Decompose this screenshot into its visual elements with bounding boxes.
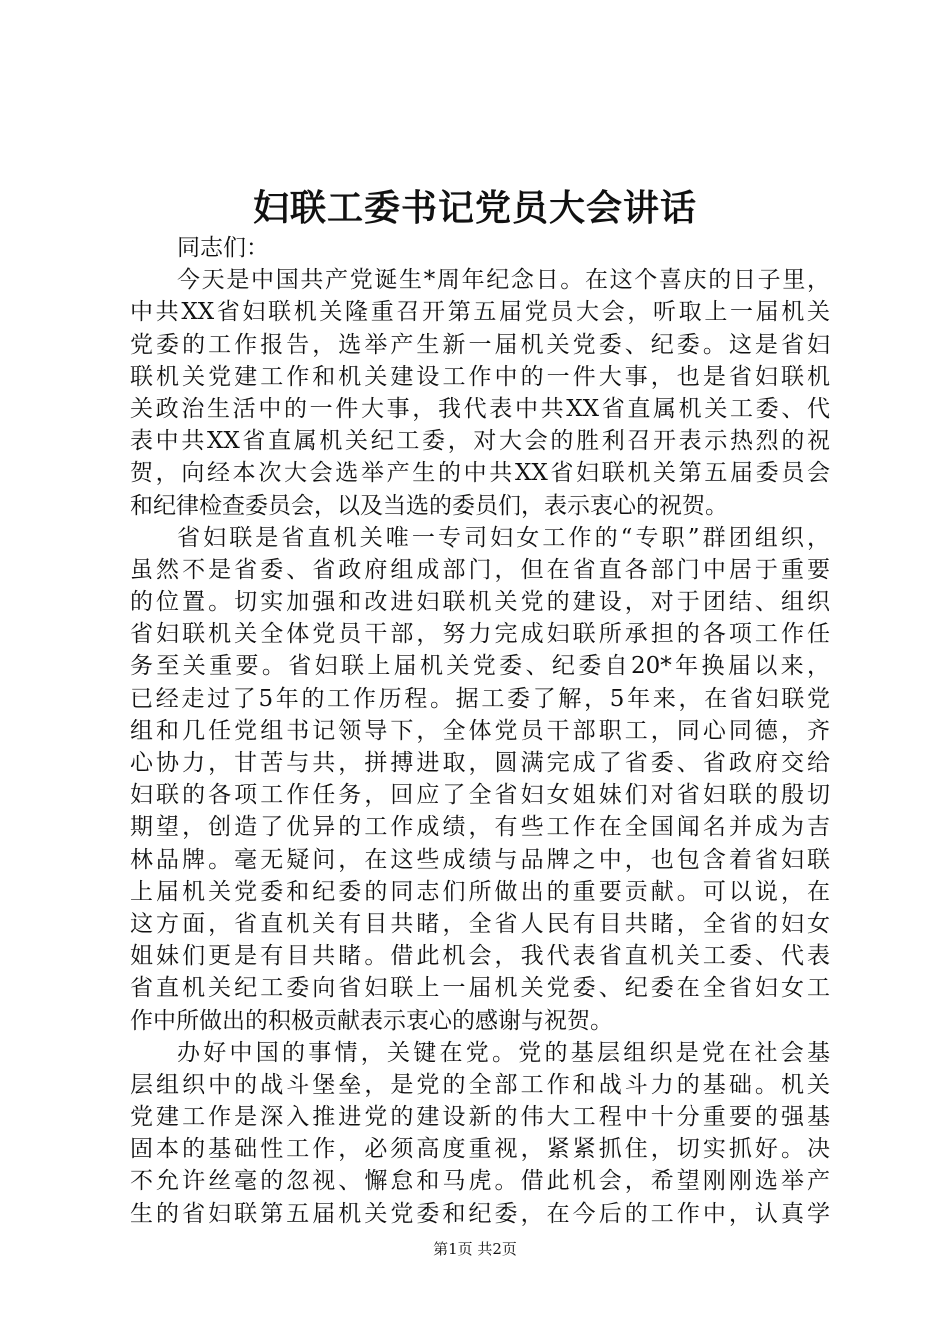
text-line: 党委的工作报告，选举产生新一届机关党委、纪委。这是省妇 (130, 331, 830, 358)
text-line: 组和几任党组书记领导下，全体党员干部职工，同心同德，齐 (130, 717, 830, 744)
text-line: 和纪律检查委员会，以及当选的委员们，表示衷心的祝贺。 (130, 492, 728, 519)
page-number-footer: 第1页 共2页 (433, 1240, 517, 1258)
text-line: 表中共XX省直属机关纪工委，对大会的胜利召开表示热烈的祝 (130, 428, 830, 455)
paragraph (130, 522, 830, 1037)
text-line: 层组织中的战斗堡垒，是党的全部工作和战斗力的基础。机关 (130, 1071, 830, 1098)
text-line: 固本的基础性工作，必须高度重视，紧紧抓住，切实抓好。决 (130, 1136, 830, 1163)
text-line: 中共XX省妇联机关隆重召开第五届党员大会，听取上一届机关 (130, 299, 830, 326)
text-line: 生的省妇联第五届机关党委和纪委，在今后的工作中，认真学 (130, 1200, 830, 1227)
text-line: 不允许丝毫的忽视、懈怠和马虎。借此机会，希望刚刚选举产 (130, 1168, 830, 1195)
text-line: 期望，创造了优异的工作成绩，有些工作在全国闻名并成为吉 (130, 814, 830, 841)
text-line: 的位置。切实加强和改进妇联机关党的建设，对于团结、组织 (130, 589, 830, 616)
text-line: 务至关重要。省妇联上届机关党委、纪委自20*年换届以来， (130, 653, 830, 680)
document-title: 妇联工委书记党员大会讲话 (252, 187, 697, 229)
text-line: 办好中国的事情，关键在党。党的基层组织是党在社会基 (177, 1039, 830, 1066)
text-line: 省妇联是省直机关唯一专司妇女工作的“专职”群团组织， (177, 524, 830, 551)
text-line: 联机关党建工作和机关建设工作中的一件大事，也是省妇联机 (130, 363, 830, 390)
text-line: 心协力，甘苦与共，拼搏进取，圆满完成了省委、省政府交给 (130, 750, 830, 776)
text-line: 姐妹们更是有目共睹。借此机会，我代表省直机关工委、代表 (130, 943, 830, 970)
text-line: 省直机关纪工委向省妇联上一届机关党委、纪委在全省妇女工 (130, 975, 830, 1002)
text-line: 今天是中国共产党诞生*周年纪念日。在这个喜庆的日子里， (177, 267, 830, 294)
text-line: 妇联的各项工作任务，回应了全省妇女姐妹们对省妇联的殷切 (130, 782, 830, 809)
text-line: 作中所做出的积极贡献表示衷心的感谢与祝贺。 (130, 1007, 613, 1034)
text-line: 林品牌。毫无疑问，在这些成绩与品牌之中，也包含着省妇联 (130, 846, 830, 873)
text-line: 已经走过了5年的工作历程。据工委了解，5年来，在省妇联党 (130, 685, 830, 712)
text-line: 关政治生活中的一件大事，我代表中共XX省直属机关工委、代 (130, 395, 830, 422)
paragraph (130, 1037, 830, 1230)
paragraph-salutation (130, 232, 830, 264)
text-line: 贺，向经本次大会选举产生的中共XX省妇联机关第五届委员会 (130, 460, 830, 487)
text-line: 省妇联机关全体党员干部，努力完成妇联所承担的各项工作任 (130, 621, 830, 648)
text-line: 同志们： (177, 235, 269, 261)
text-line: 上届机关党委和纪委的同志们所做出的重要贡献。可以说，在 (130, 878, 830, 905)
text-line: 虽然不是省委、省政府组成部门，但在省直各部门中居于重要 (130, 556, 830, 583)
text-line: 这方面，省直机关有目共睹，全省人民有目共睹，全省的妇女 (130, 910, 830, 937)
text-line: 党建工作是深入推进党的建设新的伟大工程中十分重要的强基 (130, 1104, 830, 1131)
paragraph (130, 264, 830, 522)
document-body (130, 232, 830, 1230)
